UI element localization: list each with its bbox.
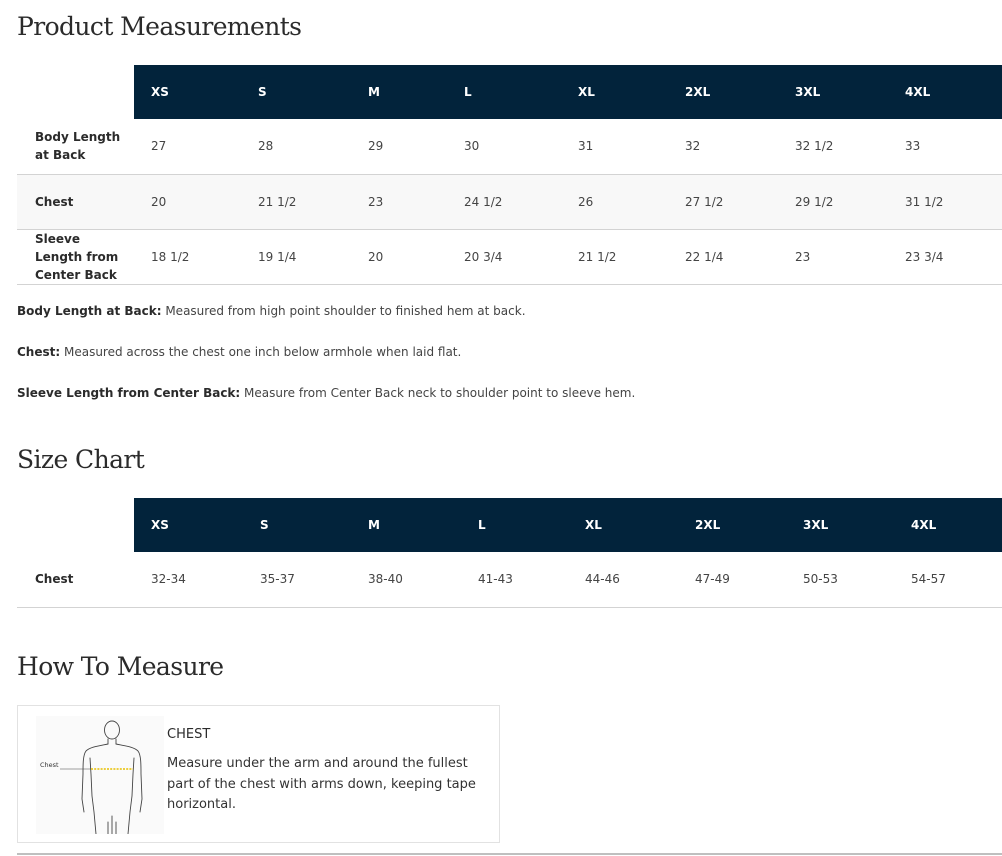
- table-cell: 27 1/2: [668, 174, 778, 229]
- size-header-4xl: 4XL: [888, 65, 1002, 119]
- table-cell: 29 1/2: [778, 174, 888, 229]
- note-chest: [17, 344, 917, 385]
- table-cell: 32 1/2: [778, 119, 888, 174]
- table-cell: 23: [778, 229, 888, 284]
- page-divider: [17, 853, 1002, 855]
- table-cell: 47-49: [678, 552, 786, 607]
- table-cell: 20: [134, 174, 241, 229]
- note-text: Measure from Center Back neck to shoulder point to sleeve hem.: [240, 386, 636, 400]
- note-text: Measured across the chest one inch below armhole when laid flat.: [60, 345, 462, 359]
- table-cell: 31: [561, 119, 668, 174]
- header-corner: [17, 65, 134, 119]
- chest-description: Measure under the arm and around the fullest part of the chest with arms down, keeping tape horizontal.: [167, 756, 476, 812]
- table-cell: 54-57: [894, 552, 1002, 607]
- table-cell: 19 1/4: [241, 229, 351, 284]
- size-header-xs: XS: [134, 65, 241, 119]
- note-term: Sleeve Length from Center Back:: [17, 386, 241, 400]
- product-measurements-heading: Product Measurements: [17, 12, 302, 41]
- note-text: Measured from high point shoulder to finished hem at back.: [161, 304, 526, 318]
- table-row: [17, 229, 1002, 284]
- row-label-sleeve-length: Sleeve Length from Center Back: [17, 229, 134, 284]
- table-cell: 22 1/4: [668, 229, 778, 284]
- size-header-3xl: 3XL: [778, 65, 888, 119]
- table-cell: 29: [351, 119, 447, 174]
- size-chart-heading: Size Chart: [17, 445, 145, 474]
- table-cell: 23 3/4: [888, 229, 1002, 284]
- size-header-row: [17, 65, 1002, 119]
- table-cell: 18 1/2: [134, 229, 241, 284]
- size-header-3xl: 3XL: [786, 498, 894, 552]
- table-cell: 50-53: [786, 552, 894, 607]
- size-header-s: S: [243, 498, 351, 552]
- table-cell: 30: [447, 119, 561, 174]
- size-header-s: S: [241, 65, 351, 119]
- table-cell: 20 3/4: [447, 229, 561, 284]
- measurement-notes: [17, 303, 917, 426]
- table-row: [17, 174, 1002, 229]
- size-header-2xl: 2XL: [678, 498, 786, 552]
- table-row: [17, 552, 1002, 607]
- table-cell: 44-46: [568, 552, 678, 607]
- table-cell: 21 1/2: [561, 229, 668, 284]
- size-header-l: L: [447, 65, 561, 119]
- size-chart-table: [17, 498, 1002, 608]
- size-header-2xl: 2XL: [668, 65, 778, 119]
- table-cell: 41-43: [461, 552, 568, 607]
- chest-measure-figure-icon: [36, 716, 164, 834]
- chest-figure-label: Chest: [40, 761, 59, 769]
- table-cell: 35-37: [243, 552, 351, 607]
- size-header-xl: XL: [561, 65, 668, 119]
- table-cell: 27: [134, 119, 241, 174]
- size-header-m: M: [351, 498, 461, 552]
- table-cell: 21 1/2: [241, 174, 351, 229]
- table-cell: 20: [351, 229, 447, 284]
- table-cell: 31 1/2: [888, 174, 1002, 229]
- note-term: Chest:: [17, 345, 61, 359]
- size-header-m: M: [351, 65, 447, 119]
- table-cell: 32: [668, 119, 778, 174]
- size-header-xl: XL: [568, 498, 678, 552]
- row-label-chest: Chest: [17, 552, 134, 607]
- row-label-body-length: Body Length at Back: [17, 119, 134, 174]
- header-corner: [17, 498, 134, 552]
- table-cell: 38-40: [351, 552, 461, 607]
- table-cell: 23: [351, 174, 447, 229]
- table-cell: 28: [241, 119, 351, 174]
- product-measurements-table: [17, 65, 1002, 285]
- table-cell: 32-34: [134, 552, 243, 607]
- size-header-4xl: 4XL: [894, 498, 1002, 552]
- table-row: [17, 119, 1002, 174]
- size-header-row: [17, 498, 1002, 552]
- table-cell: 24 1/2: [447, 174, 561, 229]
- table-cell: 33: [888, 119, 1002, 174]
- note-sleeve-length: [17, 385, 917, 426]
- row-label-chest: Chest: [17, 174, 134, 229]
- size-header-xs: XS: [134, 498, 243, 552]
- chest-title: CHEST: [167, 727, 211, 742]
- note-term: Body Length at Back:: [17, 304, 162, 318]
- note-body-length: [17, 303, 917, 344]
- table-cell: 26: [561, 174, 668, 229]
- how-to-measure-card: [17, 705, 500, 843]
- how-to-measure-heading: How To Measure: [17, 652, 224, 681]
- size-header-l: L: [461, 498, 568, 552]
